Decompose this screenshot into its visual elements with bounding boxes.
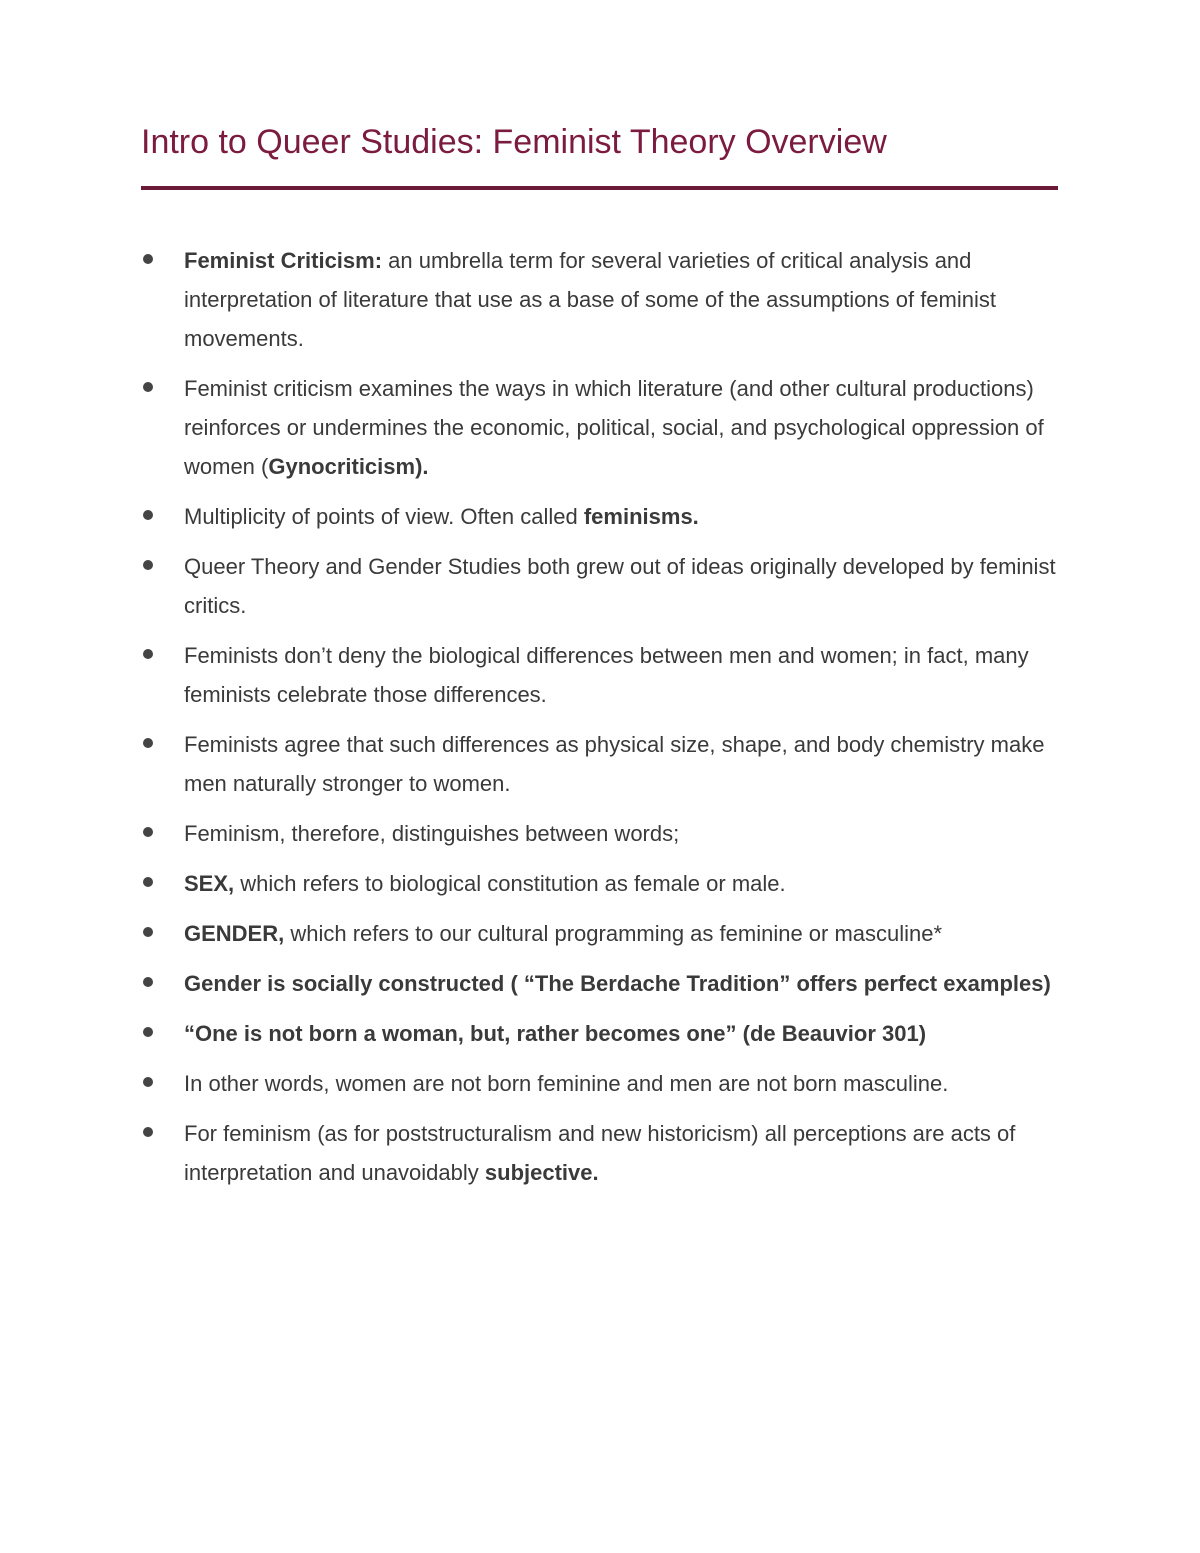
- bullet-item: [141, 1014, 1058, 1053]
- bullet-item: [141, 1114, 1058, 1192]
- bullet-text: In other words, women are not born feminine and men are not born masculine.: [184, 1071, 949, 1096]
- page-title: Intro to Queer Studies: Feminist Theory Overview: [141, 123, 887, 161]
- bullet-item: [141, 547, 1058, 625]
- bullet-item: [141, 1064, 1058, 1103]
- bullet-text-bold: Gynocriticism).: [268, 454, 429, 479]
- bullet-text: For feminism (as for poststructuralism and new historicism) all perceptions are acts of interpretation and unavoidably: [184, 1121, 1016, 1185]
- bullet-text: Multiplicity of points of view. Often called: [184, 504, 584, 529]
- bullet-text: Feminists agree that such differences as physical size, shape, and body chemistry make men naturally stronger to women.: [184, 732, 1045, 796]
- bullet-dot-icon: [143, 1027, 153, 1037]
- bullet-text-bold: “One is not born a woman, but, rather becomes one” (de Beauvior 301): [184, 1021, 927, 1046]
- bullet-item: [141, 964, 1058, 1003]
- bullet-text-bold: SEX,: [184, 871, 235, 896]
- bullet-text: Feminist criticism examines the ways in which literature (and other cultural productions) reinforces or undermines the economic, political, social, and psychological oppression of women (: [184, 376, 1044, 479]
- bullet-dot-icon: [143, 510, 153, 520]
- bullet-dot-icon: [143, 977, 153, 987]
- bullet-dot-icon: [143, 827, 153, 837]
- bullet-item: [141, 814, 1058, 853]
- bullet-text-bold: Feminist Criticism:: [184, 248, 383, 273]
- bullet-item: [141, 241, 1058, 358]
- bullet-item: [141, 369, 1058, 486]
- bullet-text: Feminists don’t deny the biological differences between men and women; in fact, many feminists celebrate those differences.: [184, 643, 1029, 707]
- bullet-text-bold: Gender is socially constructed ( “The Berdache Tradition” offers perfect examples): [184, 971, 1051, 996]
- bullet-dot-icon: [143, 382, 153, 392]
- bullet-item: [141, 914, 1058, 953]
- bullet-text-bold: feminisms.: [583, 504, 699, 529]
- bullet-dot-icon: [143, 877, 153, 887]
- bullet-dot-icon: [143, 254, 153, 264]
- bullet-dot-icon: [143, 560, 153, 570]
- bullet-dot-icon: [143, 927, 153, 937]
- bullet-text-bold: GENDER,: [184, 921, 285, 946]
- bullet-item: [141, 864, 1058, 903]
- bullet-list: [141, 241, 1058, 1203]
- bullet-text: which refers to biological constitution as female or male.: [234, 871, 786, 896]
- bullet-text: which refers to our cultural programming as feminine or masculine*: [284, 921, 943, 946]
- bullet-item: [141, 497, 1058, 536]
- bullet-text-bold: subjective.: [484, 1160, 599, 1185]
- bullet-text: an umbrella term for several varieties of critical analysis and interpretation of literature that use as a base of some of the assumptions of feminist movements.: [184, 248, 996, 351]
- bullet-dot-icon: [143, 738, 153, 748]
- bullet-text: Queer Theory and Gender Studies both grew out of ideas originally developed by feminist critics.: [184, 554, 1056, 618]
- title-divider: [141, 186, 1058, 190]
- bullet-item: [141, 725, 1058, 803]
- bullet-item: [141, 636, 1058, 714]
- bullet-text: Feminism, therefore, distinguishes between words;: [184, 821, 680, 846]
- bullet-dot-icon: [143, 649, 153, 659]
- bullet-dot-icon: [143, 1077, 153, 1087]
- bullet-dot-icon: [143, 1127, 153, 1137]
